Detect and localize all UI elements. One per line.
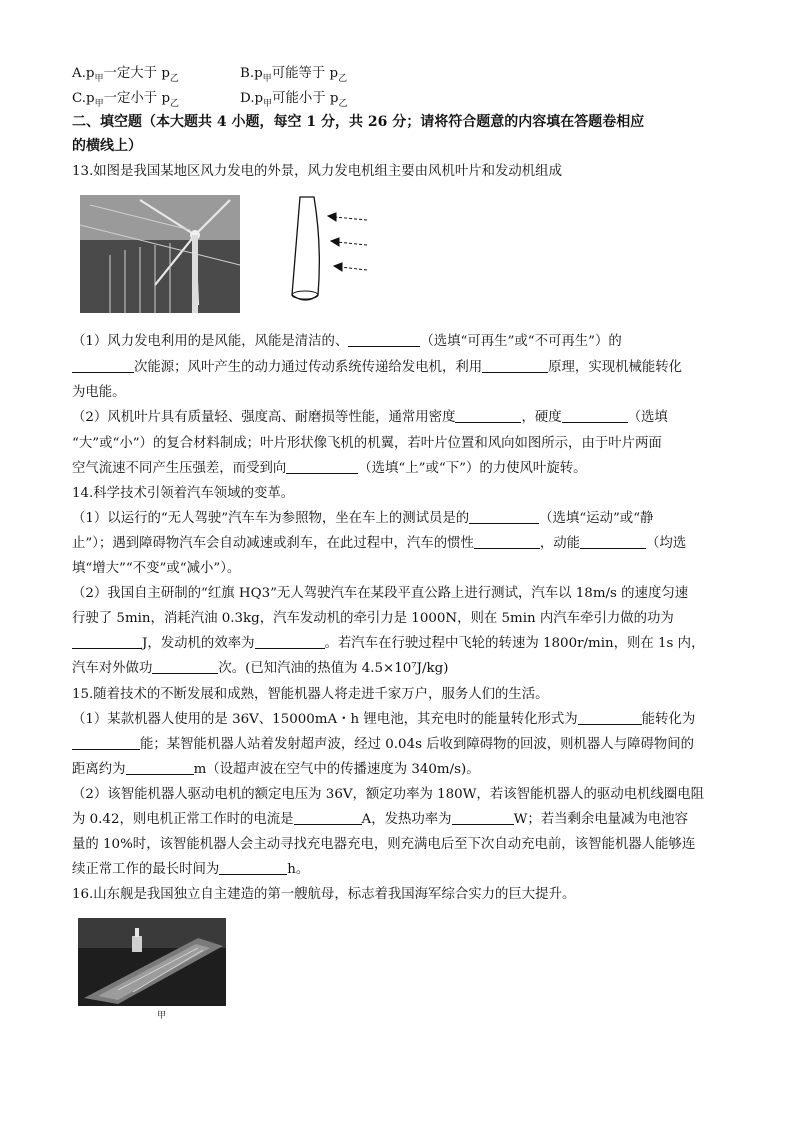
q13-p2-text-f: （选填“上”或“下”）的力使风叶旋转。: [358, 461, 587, 476]
q16-intro: 16.山东舰是我国独立自主建造的第一艘航母，标志着我国海军综合实力的巨大提升。: [72, 887, 576, 902]
section-heading-line2: 的横线上）: [72, 138, 142, 154]
q15-blank-4[interactable]: [294, 810, 362, 825]
option-d-text: 可能小于 p: [272, 91, 339, 106]
q15-p2-text-b: 为 0.42，则电机正常工作时的电流是: [72, 812, 294, 827]
q15-blank-6[interactable]: [219, 860, 287, 875]
option-d-letter: D.p: [240, 91, 264, 106]
q14-part2-line4: [72, 657, 722, 681]
option-d: [240, 89, 348, 110]
option-a-letter: A.p: [72, 66, 95, 81]
option-c-text: 一定小于 p: [103, 91, 171, 106]
q13-p1-text-b: （选填“可再生”或“不可再生”）的: [420, 334, 622, 349]
option-b-sub1: 甲: [262, 74, 272, 84]
q13-intro: 13.如图是我国某地区风力发电的外景，风力发电机组主要由风机叶片和发动机组成: [72, 164, 562, 179]
q13-blank-3[interactable]: [482, 358, 548, 373]
q14-part2-line3: [72, 632, 722, 656]
q13-part2-line2: “大”或“小”）的复合材料制成；叶片形状像飞机的机翼，若叶片位置和风向如图所示，由于叶片两面: [72, 436, 662, 451]
figure-label-jia: 甲: [157, 1011, 167, 1021]
q13-p2-text-a: （2）风机叶片具有质量轻、强度高、耐磨损等性能，通常用密度: [72, 410, 456, 425]
q13-part1-line1: [72, 330, 722, 354]
aircraft-carrier-photo-svg: [78, 918, 226, 1006]
q14-blank-6[interactable]: [152, 659, 218, 674]
q14-p2-text-c: J，发动机的效率为: [142, 636, 255, 651]
wind-farm-photo: [80, 195, 240, 313]
q13-blank-6[interactable]: [286, 459, 358, 474]
option-a-sub2: 乙: [169, 74, 179, 84]
q15-p2-text-g: h。: [287, 862, 310, 877]
option-b: [240, 64, 347, 85]
q15-p1-text-d: 距离约为: [72, 762, 126, 777]
q15-part2-line1: （2）该智能机器人驱动电机的额定电压为 36V，额定功率为 180W，若该智能机器人的驱动电机线圈电阻: [72, 787, 705, 802]
q13-p2-text-e: 空气流速不同产生压强差，而受到向: [72, 461, 287, 476]
q14-part2-line1: （2）我国自主研制的“红旗 HQ3”无人驾驶汽车在某段平直公路上进行测试，汽车以 18m/s 的速度匀速: [72, 586, 689, 601]
q15-part2-line2: [72, 808, 722, 832]
q15-part1-line3: [72, 758, 722, 782]
q14-p1-text-c: 止”）；遇到障碍物汽车会自动减速或刹车，在此过程中，汽车的惯性: [72, 536, 474, 551]
q15-part2-line4: [72, 858, 722, 882]
q15-p1-text-e: m（设超声波在空气中的传播速度为 340m/s)。: [193, 762, 480, 777]
option-b-sub2: 乙: [338, 74, 348, 84]
q15-p2-text-f: 续正常工作的最长时间为: [72, 862, 220, 877]
q14-blank-5[interactable]: [255, 634, 325, 649]
q14-p2-text-d: 。若汽车在行驶过程中飞轮的转速为 1800r/min，则在 1s 内，: [324, 636, 705, 651]
section-heading-line1: 二、填空题（本大题共 4 小题，每空 1 分，共 26 分；请将符合题意的内容填在答题卷相应: [72, 114, 645, 130]
option-a: [72, 64, 179, 85]
q15-blank-2[interactable]: [72, 735, 140, 750]
q15-part1-line2: [72, 733, 722, 757]
option-a-sub1: 甲: [94, 74, 104, 84]
option-c-sub2: 乙: [170, 99, 180, 109]
q13-part1-line2: [72, 356, 722, 380]
q14-p2-text-e: 汽车对外做功: [72, 661, 153, 676]
q14-blank-1[interactable]: [469, 509, 539, 524]
q13-p1-text-d: 原理，实现机械能转化: [548, 360, 683, 375]
q13-blank-4[interactable]: [455, 408, 521, 423]
q15-p1-text-b: 能转化为: [641, 712, 696, 727]
q15-part2-line3: 量的 10%时，该智能机器人会主动寻找充电器充电，则充满电后至下次自动充电前，该智能机器人能够连: [72, 837, 696, 852]
q15-blank-3[interactable]: [126, 760, 194, 775]
q13-part1-line3: 为电能。: [72, 385, 126, 400]
option-c-letter: C.p: [72, 91, 95, 106]
q13-part2-line1: [72, 406, 722, 430]
option-b-letter: B.p: [240, 66, 263, 81]
option-d-sub2: 乙: [338, 99, 348, 109]
q14-p2-text-f: 次。(已知汽油的热值为 4.5×10⁷J/kg): [218, 661, 449, 676]
q15-p2-text-c: A，发热功率为: [361, 812, 452, 827]
wind-farm-photo-svg: [80, 195, 240, 313]
q15-intro: 15.随着技术的不断发展和成熟，智能机器人将走进千家万户，服务人们的生活。: [72, 687, 549, 702]
q15-p1-text-c: 能；某智能机器人站着发射超声波，经过 0.04s 后收到障碍物的回波，则机器人与障碍物间的: [140, 737, 695, 752]
aircraft-carrier-photo: [78, 918, 226, 1006]
q14-part1-line1: [72, 507, 722, 531]
q13-p2-text-b: ，硬度: [521, 410, 562, 425]
q15-blank-1[interactable]: [578, 710, 642, 725]
q13-p2-text-c: （选填: [627, 410, 668, 425]
q14-p1-text-e: （均选: [646, 536, 687, 551]
q13-part2-line3: [72, 457, 722, 481]
option-d-sub1: 甲: [263, 99, 273, 109]
q13-blank-2[interactable]: [72, 358, 134, 373]
q14-part1-line3: 填“增大”“不变”或“减小”）。: [72, 561, 241, 576]
q14-p1-text-d: ，动能: [539, 536, 581, 551]
option-c: [72, 89, 179, 110]
q13-blank-5[interactable]: [562, 408, 628, 423]
option-c-sub1: 甲: [94, 99, 104, 109]
blade-wind-diagram: [282, 195, 372, 305]
q15-p1-text-a: （1）某款机器人使用的是 36V、15000mA・h 锂电池，其充电时的能量转化形式为: [72, 712, 578, 727]
q14-part2-line2: 行驶了 5min，消耗汽油 0.3kg，汽车发动机的牵引力是 1000N，则在 5min 内汽车牵引力做的功为: [72, 611, 674, 626]
q15-p2-text-d: W；若当剩余电量减为电池容: [513, 812, 689, 827]
q14-blank-4[interactable]: [72, 634, 142, 649]
q15-blank-5[interactable]: [452, 810, 514, 825]
option-a-text: 一定大于 p: [103, 66, 170, 81]
q14-intro: 14.科学技术引领着汽车领域的变革。: [72, 486, 295, 501]
q14-blank-2[interactable]: [474, 534, 540, 549]
q14-part1-line2: [72, 532, 722, 556]
q15-part1-line1: [72, 708, 722, 732]
q13-p1-text-c: 次能源；风叶产生的动力通过传动系统传递给发电机，利用: [134, 360, 483, 375]
q14-blank-3[interactable]: [580, 534, 646, 549]
q13-p1-text-a: （1）风力发电利用的是风能，风能是清洁的、: [72, 334, 349, 349]
q14-p1-text-b: （选填“运动”或“静: [539, 511, 654, 526]
q14-p1-text-a: （1）以运行的“无人驾驶”汽车车为参照物，坐在车上的测试员是的: [72, 511, 470, 526]
option-b-text: 可能等于 p: [271, 66, 339, 81]
q13-blank-1[interactable]: [348, 332, 420, 347]
blade-wind-diagram-svg: [282, 195, 372, 305]
